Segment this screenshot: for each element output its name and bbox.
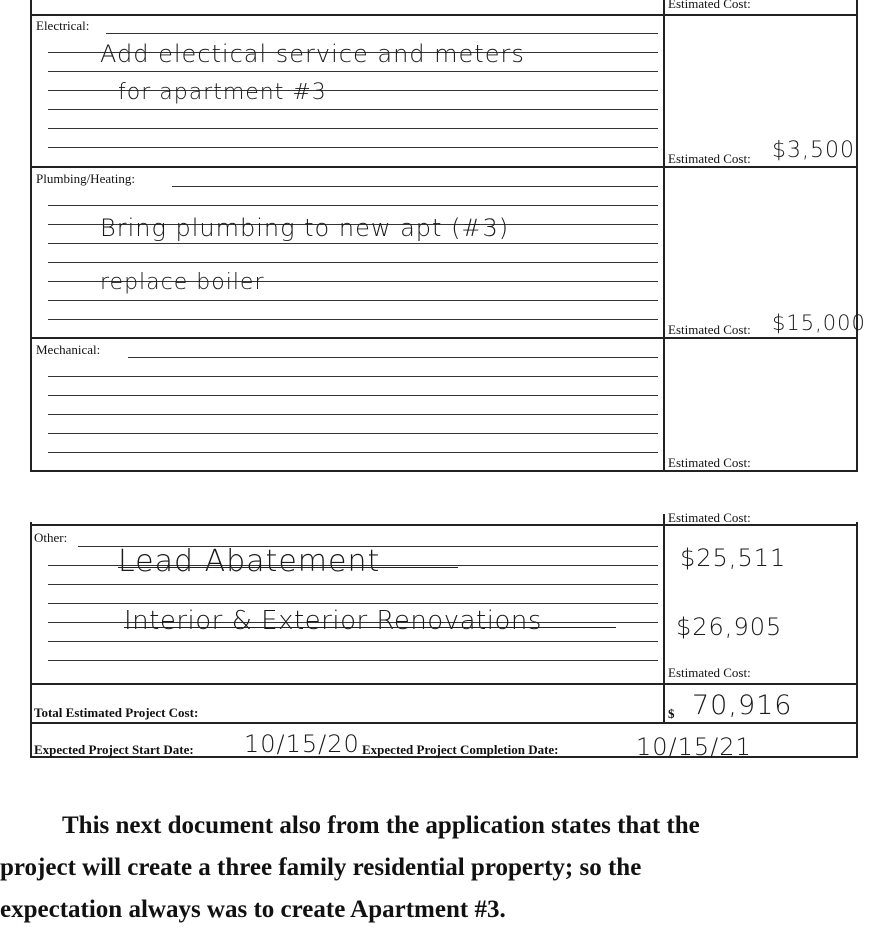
top-cost-label: Estimated Cost: <box>668 0 751 11</box>
paragraph-line2: project will create a three family residential property; so the <box>0 854 642 881</box>
mechanical-cost-label: Estimated Cost: <box>668 455 751 470</box>
other-description-line2: Interior & Exterior Renovations <box>124 606 542 636</box>
plumbing-cost-label: Estimated Cost: <box>668 322 751 337</box>
mechanical-label: Mechanical: <box>36 342 101 357</box>
completion-date-value: 10/15/21 <box>636 733 752 761</box>
total-label: Total Estimated Project Cost: <box>34 705 199 720</box>
paragraph-line3: expectation always was to create Apartment #3. <box>0 896 506 923</box>
other-cost-value-1: $25,511 <box>680 544 787 572</box>
electrical-description-line2: for apartment #3 <box>118 80 327 105</box>
other-cost-value-2: $26,905 <box>676 613 783 641</box>
cost-column-divider <box>663 0 665 470</box>
total-currency: $ <box>668 706 675 721</box>
total-value: 70,916 <box>692 690 793 721</box>
plumbing-cost-value: $15,000 <box>772 311 866 335</box>
electrical-cost-label: Estimated Cost: <box>668 151 751 166</box>
plumbing-label: Plumbing/Heating: <box>36 171 135 186</box>
completion-date-label: Expected Project Completion Date: <box>362 742 559 757</box>
other-cost-divider <box>663 514 665 723</box>
other-label: Other: <box>34 530 68 545</box>
electrical-description-line1: Add electical service and meters <box>100 40 525 68</box>
start-date-label: Expected Project Start Date: <box>34 742 194 757</box>
plumbing-description-line2: replace boiler <box>100 270 265 295</box>
electrical-cost-value: $3,500 <box>772 138 855 163</box>
separator-electrical <box>30 14 858 16</box>
start-date-value: 10/15/20 <box>244 730 360 758</box>
paragraph-line1: This next document also from the application states that the <box>62 812 700 839</box>
electrical-label: Electrical: <box>36 18 90 33</box>
other-header-cost-label: Estimated Cost: <box>668 510 751 525</box>
plumbing-description-line1: Bring plumbing to new apt (#3) <box>100 214 510 242</box>
other-cost-label: Estimated Cost: <box>668 665 751 680</box>
other-description-line1: Lead Abatement <box>118 544 381 579</box>
other-line1-strikethrough <box>118 567 458 568</box>
dates-row-top-border <box>30 722 858 724</box>
other-line2-strikethrough <box>124 627 616 628</box>
total-row-top-border <box>30 683 858 685</box>
